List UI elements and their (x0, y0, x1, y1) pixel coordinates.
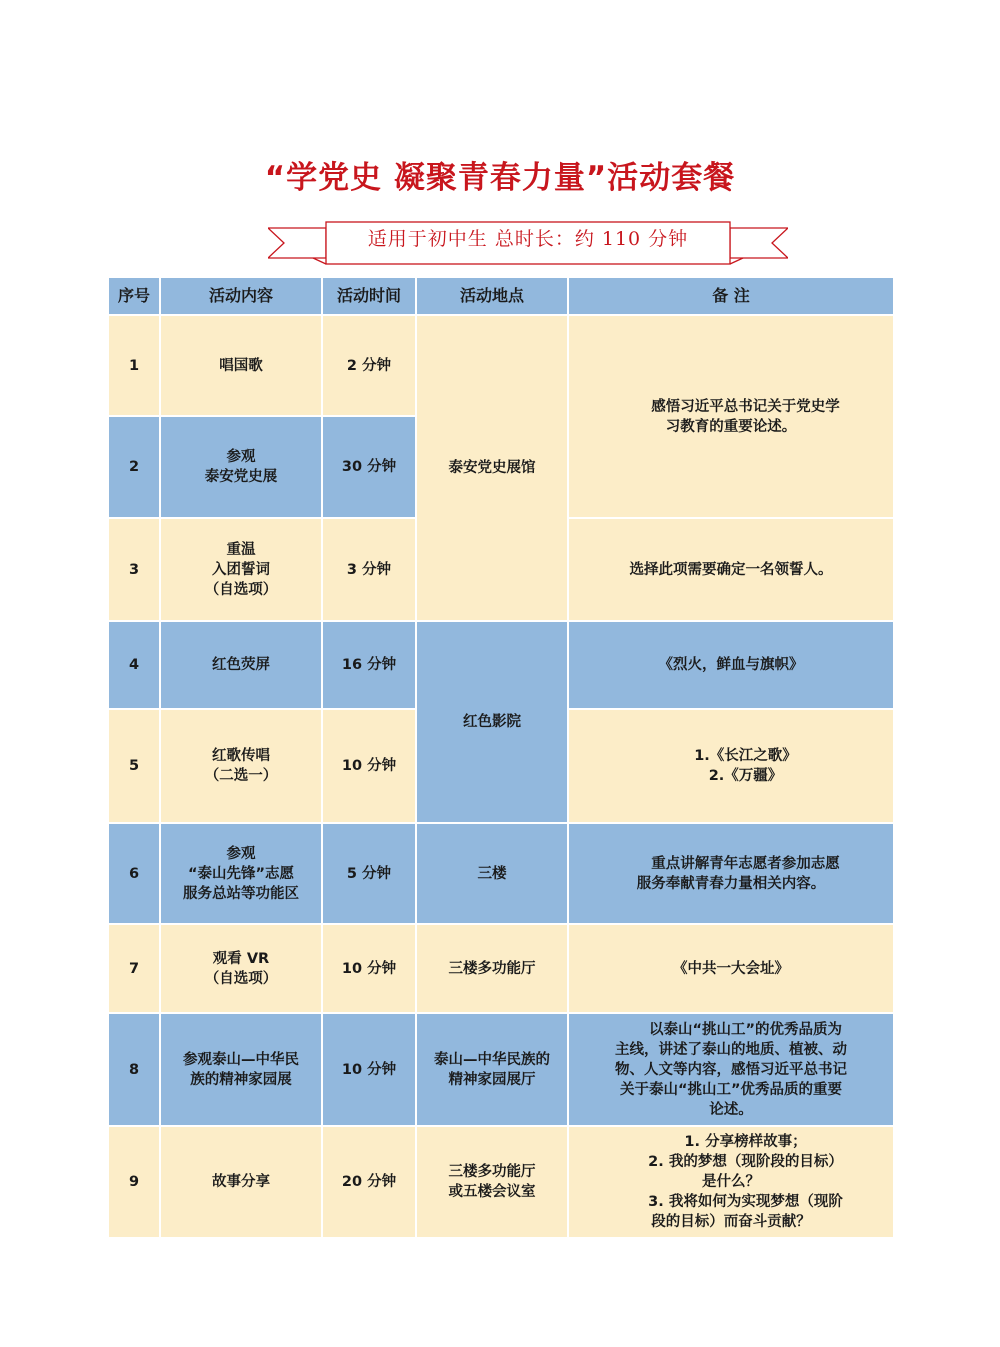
activity-table (107, 276, 895, 1239)
activity-content: 重温 入团誓词 （自选项） (160, 518, 322, 621)
table-row (108, 924, 894, 1013)
activity-place: 三楼多功能厅 (416, 924, 568, 1013)
row-number: 8 (108, 1013, 160, 1126)
header-no: 序号 (108, 277, 160, 315)
activity-time: 3 分钟 (322, 518, 416, 621)
activity-content: 红歌传唱 （二选一） (160, 709, 322, 823)
header-place: 活动地点 (416, 277, 568, 315)
activity-note: 感悟习近平总书记关于党史学 习教育的重要论述。 (568, 315, 894, 518)
activity-note: 《中共一大会址》 (568, 924, 894, 1013)
activity-time: 16 分钟 (322, 621, 416, 709)
row-number: 4 (108, 621, 160, 709)
activity-place: 泰安党史展馆 (416, 315, 568, 621)
table-row (108, 315, 894, 416)
activity-content: 观看 VR （自选项） (160, 924, 322, 1013)
table-row (108, 1013, 894, 1126)
page-title: “学党史 凝聚青春力量”活动套餐 (264, 160, 736, 196)
activity-note: 选择此项需要确定一名领誓人。 (568, 518, 894, 621)
activity-note: 重点讲解青年志愿者参加志愿 服务奉献青春力量相关内容。 (568, 823, 894, 924)
activity-content: 故事分享 (160, 1126, 322, 1238)
row-number: 6 (108, 823, 160, 924)
table-row (108, 823, 894, 924)
subtitle: 适用于初中生 总时长：约 110 分钟 (367, 228, 689, 250)
row-number: 7 (108, 924, 160, 1013)
activity-time: 10 分钟 (322, 924, 416, 1013)
activity-content: 唱国歌 (160, 315, 322, 416)
header-content: 活动内容 (160, 277, 322, 315)
header-time: 活动时间 (322, 277, 416, 315)
row-number: 5 (108, 709, 160, 823)
activity-content: 参观 泰安党史展 (160, 416, 322, 518)
subtitle-ribbon (268, 216, 788, 266)
activity-note: 以泰山“挑山工”的优秀品质为 主线，讲述了泰山的地质、植被、动 物、人文等内容，感悟习近平总书记 关于泰山“挑山工”优秀品质的重要 论述。 (568, 1013, 894, 1126)
row-number: 1 (108, 315, 160, 416)
activity-content: 参观泰山—中华民 族的精神家园展 (160, 1013, 322, 1126)
row-number: 3 (108, 518, 160, 621)
activity-place: 泰山—中华民族的 精神家园展厅 (416, 1013, 568, 1126)
activity-note: 《烈火，鲜血与旗帜》 (568, 621, 894, 709)
table-header-row (108, 277, 894, 315)
row-number: 2 (108, 416, 160, 518)
activity-time: 10 分钟 (322, 1013, 416, 1126)
activity-time: 20 分钟 (322, 1126, 416, 1238)
header-note: 备 注 (568, 277, 894, 315)
activity-note: 1.《长江之歌》 2.《万疆》 (568, 709, 894, 823)
row-number: 9 (108, 1126, 160, 1238)
activity-place: 红色影院 (416, 621, 568, 823)
activity-place: 三楼多功能厅 或五楼会议室 (416, 1126, 568, 1238)
table-row (108, 1126, 894, 1238)
table-row (108, 621, 894, 709)
activity-place: 三楼 (416, 823, 568, 924)
activity-content: 参观 “泰山先锋”志愿 服务总站等功能区 (160, 823, 322, 924)
activity-time: 2 分钟 (322, 315, 416, 416)
activity-time: 5 分钟 (322, 823, 416, 924)
activity-content: 红色荧屏 (160, 621, 322, 709)
activity-time: 10 分钟 (322, 709, 416, 823)
activity-time: 30 分钟 (322, 416, 416, 518)
activity-note: 1. 分享榜样故事； 2. 我的梦想（现阶段的目标） 是什么？ 3. 我将如何为实现梦想（现阶 段的目标）而奋斗贡献？ (568, 1126, 894, 1238)
